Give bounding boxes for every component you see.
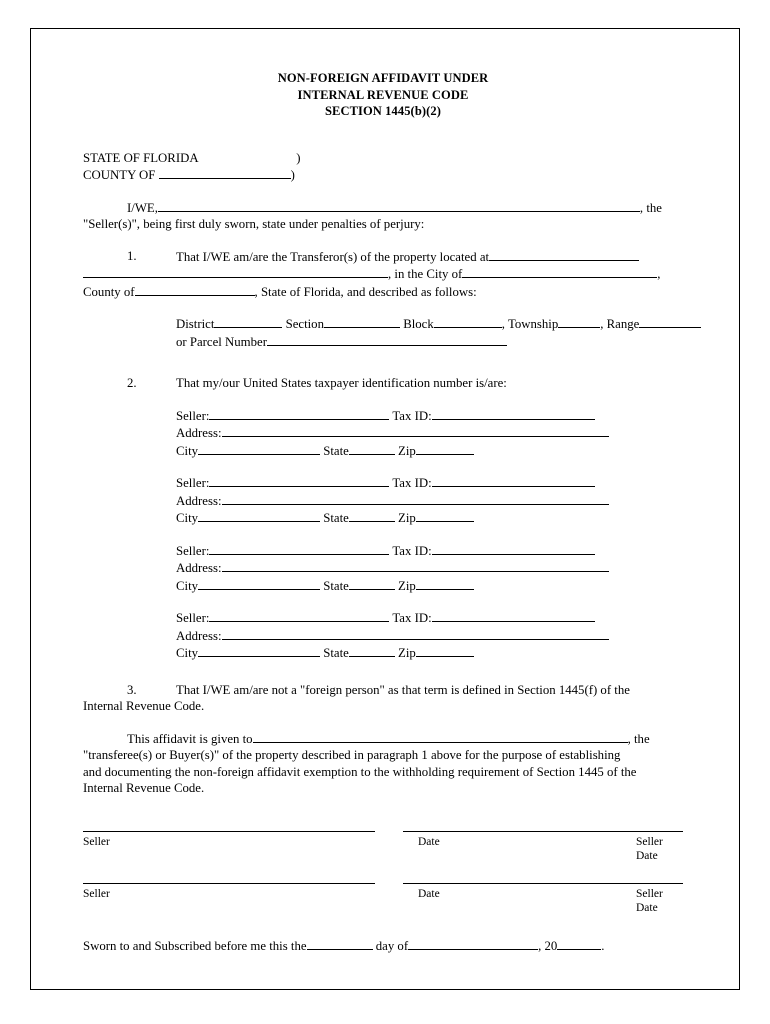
notary-line — [83, 937, 683, 955]
block-label: Block — [403, 317, 434, 331]
seller-taxid-field[interactable] — [432, 407, 595, 420]
affidavit-line-1 — [83, 730, 683, 748]
notary-text-c: , 20 — [538, 938, 558, 953]
taxid-label: Tax ID: — [392, 543, 432, 558]
zip-label: Zip — [398, 443, 416, 458]
seller-zip-field[interactable] — [416, 644, 474, 657]
seller-entry-3 — [83, 542, 683, 595]
item-2-row — [83, 375, 683, 392]
seller-address-1 — [176, 424, 683, 442]
seller-state-field[interactable] — [349, 509, 395, 522]
item-3 — [83, 682, 683, 715]
venue-block — [83, 150, 683, 184]
title-line-1: NON-FOREIGN AFFIDAVIT UNDER — [277, 71, 489, 85]
seller-citystatezip-1 — [176, 442, 683, 460]
seller-line-2 — [176, 474, 683, 492]
document-title — [83, 70, 683, 120]
seller-city-field[interactable] — [198, 442, 320, 455]
item-1-text-a: That I/WE am/are the Transferor(s) of the property located at — [176, 249, 490, 264]
iwe-field[interactable] — [158, 199, 640, 212]
state-label: STATE OF FLORIDA — [83, 150, 198, 165]
county-line — [83, 166, 683, 184]
range-field[interactable] — [639, 315, 701, 328]
city-label: City — [176, 511, 199, 525]
seller-zip-field[interactable] — [416, 509, 474, 522]
seller-address-4 — [176, 627, 683, 645]
taxid-label: Tax ID: — [392, 611, 432, 625]
county-field[interactable] — [159, 166, 291, 179]
seller-entry-1 — [83, 407, 683, 460]
date-right-label-1: Date — [636, 849, 658, 862]
affidavit-text-a: This affidavit is given to — [127, 731, 253, 746]
seller-right-label-1: Seller — [636, 835, 663, 848]
affidavit-line-3: and documenting the non-foreign affidavit exemption to the withholding requirement of Section 1445 of the — [83, 764, 637, 779]
seller-citystatezip-4 — [176, 644, 683, 662]
taxid-label: Tax ID: — [392, 476, 432, 490]
address-label: Address: — [176, 628, 222, 643]
iwe-label: I/WE, — [127, 200, 158, 215]
legal-description-line-2 — [176, 333, 683, 351]
state-sublabel: State — [323, 578, 349, 593]
state-sublabel: State — [323, 646, 349, 660]
seller-address-3 — [176, 559, 683, 577]
seller-address-field[interactable] — [222, 627, 609, 640]
seller-line-1 — [176, 407, 683, 425]
seller-label: Seller: — [176, 611, 210, 625]
seller-line-3 — [176, 542, 683, 560]
seller-address-field[interactable] — [222, 559, 609, 572]
signature-row-1 — [83, 823, 683, 875]
address-label: Address: — [176, 426, 222, 440]
date-signature-label-1: Date — [418, 835, 440, 848]
township-field[interactable] — [558, 315, 600, 328]
seller-entry-2 — [83, 474, 683, 527]
seller-state-field[interactable] — [349, 442, 395, 455]
item-3-text-a: That I/WE am/are not a "foreign person" as that term is defined in Section 1445(f) of the — [176, 682, 630, 697]
seller-signature-line-1[interactable] — [83, 831, 375, 832]
affidavit-line-4: Internal Revenue Code. — [83, 781, 205, 795]
affidavit-block — [83, 730, 683, 797]
seller-name-field[interactable] — [209, 609, 389, 622]
seller-taxid-field[interactable] — [432, 609, 595, 622]
range-label: Range — [606, 317, 640, 331]
iwe-tail: , the — [639, 200, 662, 215]
seller-label: Seller: — [176, 408, 210, 423]
transferee-field[interactable] — [253, 730, 628, 743]
seller-right-label-2: Seller — [636, 887, 663, 900]
section-label: Section — [285, 317, 324, 331]
seller-name-field[interactable] — [209, 542, 389, 555]
seller-name-field[interactable] — [209, 474, 389, 487]
state-line — [83, 150, 683, 167]
seller-signature-line-2[interactable] — [83, 883, 375, 884]
seller-zip-field[interactable] — [416, 577, 474, 590]
seller-state-field[interactable] — [349, 644, 395, 657]
signature-area — [83, 823, 683, 927]
seller-city-field[interactable] — [198, 577, 320, 590]
seller-line-4 — [176, 609, 683, 627]
item-1-text-b: , in the City of — [388, 267, 463, 281]
item-1 — [83, 248, 683, 301]
item-2-number: 2. — [127, 376, 137, 390]
seller-label: Seller: — [176, 476, 210, 490]
item-1-number: 1. — [127, 248, 137, 263]
seller-state-field[interactable] — [349, 577, 395, 590]
item-1-text-c: , — [657, 267, 661, 281]
zip-label: Zip — [398, 578, 416, 593]
seller-label: Seller: — [176, 543, 210, 558]
zip-label: Zip — [398, 646, 416, 660]
county-label: COUNTY OF — [83, 168, 156, 182]
county-paren: ) — [290, 168, 295, 182]
legal-description-block — [83, 315, 683, 350]
affidavit-line-2: "transferee(s) or Buyer(s)" of the property described in paragraph 1 above for the purpose of establishing — [83, 748, 621, 762]
seller-address-field[interactable] — [222, 492, 609, 505]
seller-taxid-field[interactable] — [432, 474, 595, 487]
state-sublabel: State — [323, 443, 349, 458]
seller-signature-label-2: Seller — [83, 887, 110, 900]
document-content — [83, 70, 683, 954]
block-field[interactable] — [434, 315, 502, 328]
seller-city-field[interactable] — [198, 644, 320, 657]
seller-address-field[interactable] — [222, 424, 609, 437]
item-1-text-e: , State of Florida, and described as follows: — [254, 284, 477, 299]
item-3-row — [83, 682, 683, 699]
seller-name-field[interactable] — [209, 407, 389, 420]
notary-year-field[interactable] — [557, 937, 601, 950]
seller-city-field[interactable] — [198, 509, 320, 522]
item-1-row — [83, 248, 683, 266]
iwe-block — [83, 199, 683, 233]
seller-citystatezip-3 — [176, 577, 683, 595]
title-line-2: INTERNAL REVENUE CODE — [297, 87, 469, 102]
item-1-county-label: County of — [83, 284, 135, 299]
iwe-line — [83, 199, 683, 217]
legal-description-line-1: District Section Block , Township , Range — [176, 315, 683, 333]
state-paren: ) — [296, 150, 301, 165]
item-2 — [83, 375, 683, 392]
item-1-line-3 — [83, 283, 683, 301]
parcel-field[interactable] — [267, 333, 507, 346]
seller-entry-4 — [83, 609, 683, 662]
date-signature-label-2: Date — [418, 887, 440, 900]
date-right-label-2: Date — [636, 901, 658, 914]
taxid-label: Tax ID: — [392, 408, 432, 423]
seller-zip-field[interactable] — [416, 442, 474, 455]
city-field[interactable] — [462, 265, 657, 278]
notary-text-d: . — [601, 938, 605, 953]
notary-month-field[interactable] — [408, 937, 538, 950]
seller-signature-label-1: Seller — [83, 835, 110, 848]
district-field[interactable] — [214, 315, 282, 328]
item-1-line-2 — [83, 265, 683, 283]
section-field[interactable] — [324, 315, 400, 328]
address-label: Address: — [176, 493, 222, 508]
city-label: City — [176, 646, 199, 660]
date-signature-line-1[interactable] — [403, 831, 683, 832]
item1-county-field[interactable] — [135, 283, 255, 296]
notary-text-b: day of — [375, 938, 409, 953]
city-label: City — [176, 443, 199, 458]
zip-label: Zip — [398, 511, 416, 525]
title-line-3: SECTION 1445(b)(2) — [324, 104, 442, 118]
date-signature-line-2[interactable] — [403, 883, 683, 884]
signature-row-2 — [83, 875, 683, 927]
city-label: City — [176, 578, 199, 593]
parcel-label: or Parcel Number — [176, 334, 267, 349]
district-label: District — [176, 317, 215, 331]
item-2-text: That my/our United States taxpayer identification number is/are: — [176, 376, 507, 390]
affidavit-text-b: , the — [627, 731, 650, 746]
township-label: Township — [507, 317, 559, 331]
property-location-field-2[interactable] — [83, 265, 388, 278]
seller-address-2 — [176, 492, 683, 510]
notary-text-a: Sworn to and Subscribed before me this the — [83, 938, 307, 953]
address-label: Address: — [176, 561, 222, 575]
item-3-number: 3. — [127, 682, 137, 697]
seller-taxid-field[interactable] — [432, 542, 595, 555]
sworn-line: "Seller(s)", being first duly sworn, state under penalties of perjury: — [83, 217, 425, 231]
property-location-field[interactable] — [489, 248, 639, 261]
seller-citystatezip-2 — [176, 509, 683, 527]
notary-day-field[interactable] — [307, 937, 373, 950]
item-3-text-b: Internal Revenue Code. — [83, 699, 205, 713]
state-sublabel: State — [323, 511, 349, 525]
